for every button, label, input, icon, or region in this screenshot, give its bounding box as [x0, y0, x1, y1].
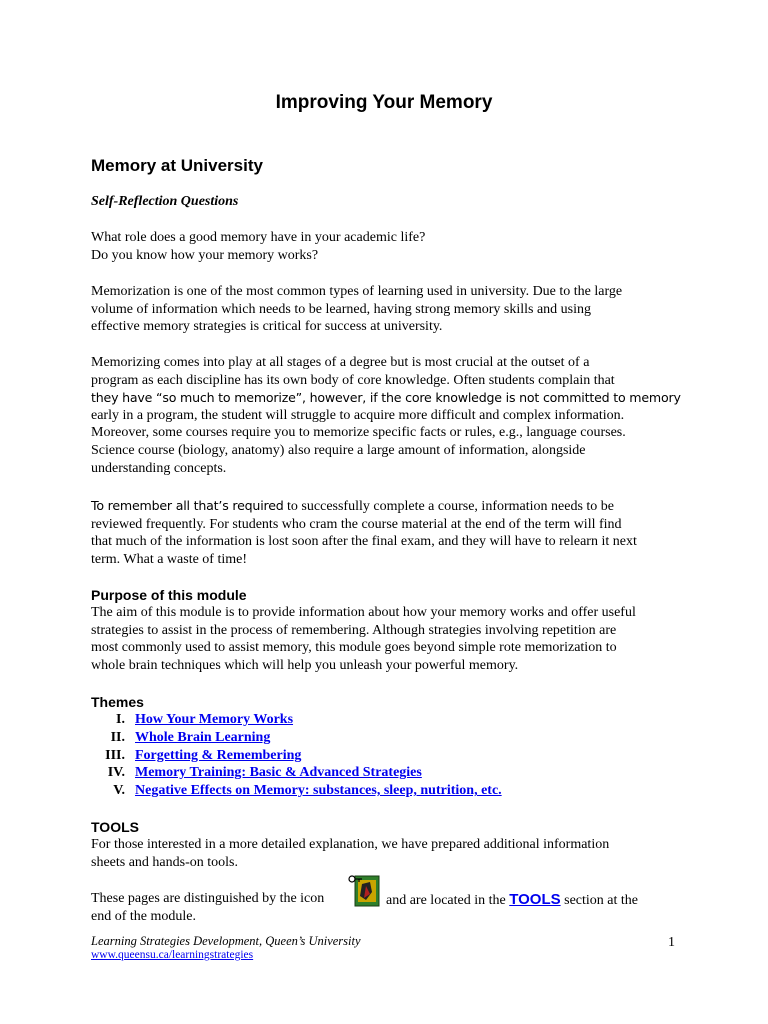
paragraph-line: term. What a waste of time!	[91, 551, 248, 567]
section-heading: Memory at University	[91, 156, 263, 175]
theme-item	[91, 765, 691, 783]
icon-description-line-end	[386, 891, 638, 909]
paragraph-line: Memorizing comes into play at all stages of a degree but is most crucial at the outset of a	[91, 355, 590, 370]
tools-icon	[346, 872, 382, 908]
paragraph-memorizing	[91, 354, 691, 477]
paragraph-line: volume of information which needs to be learned, having strong memory skills and using	[91, 301, 592, 317]
page-number: 1	[668, 935, 675, 950]
theme-item	[91, 783, 691, 801]
paragraph-line	[91, 497, 691, 516]
theme-item	[91, 730, 691, 748]
icon-description-line	[91, 891, 324, 907]
theme-item	[91, 712, 691, 730]
paragraph-line: program as each discipline has its own body of core knowledge. Often students complain that	[91, 372, 615, 388]
theme-number: V.	[113, 783, 125, 799]
theme-number: IV.	[107, 765, 125, 781]
tools-heading: TOOLS	[91, 819, 139, 835]
paragraph-line: The aim of this module is to provide information about how your memory works and offer useful	[91, 605, 636, 620]
paragraph-line: they have “so much to memorize”, however, if the core knowledge is not committed to memory	[91, 390, 681, 406]
paragraph-line: most commonly used to assist memory, this module goes beyond simple rote memorization to	[91, 640, 617, 656]
themes-list	[91, 712, 691, 801]
paragraph-line: For those interested in a more detailed explanation, we have prepared additional information	[91, 837, 610, 852]
paragraph-line: effective memory strategies is critical for success at university.	[91, 319, 443, 335]
paragraph-line: whole brain techniques which will help you unleash your powerful memory.	[91, 657, 519, 673]
paragraph-line: Moreover, some courses require you to memorize specific facts or rules, e.g., language courses.	[91, 425, 626, 441]
theme-link-whole-brain-learning[interactable]: Whole Brain Learning	[135, 729, 271, 745]
paragraph-line: early in a program, the student will struggle to acquire more difficult and complex information.	[91, 407, 625, 423]
theme-item	[91, 748, 691, 766]
subheading: Self-Reflection Questions	[91, 194, 239, 209]
paragraph-text: and are located in the	[386, 893, 506, 908]
tools-paragraph	[91, 836, 691, 871]
paragraph-line: understanding concepts.	[91, 460, 227, 476]
purpose-heading: Purpose of this module	[91, 587, 247, 603]
theme-link-negative-effects[interactable]: Negative Effects on Memory: substances, sleep, nutrition, etc.	[135, 783, 502, 799]
question-line: What role does a good memory have in your academic life?	[91, 230, 426, 245]
paragraph-memorization	[91, 283, 691, 336]
themes-heading: Themes	[91, 694, 144, 710]
paragraph-line: reviewed frequently. For students who cram the course material at the end of the term will find	[91, 516, 622, 532]
question-line: Do you know how your memory works?	[91, 247, 319, 263]
paragraph-text: section at the	[564, 893, 638, 908]
page-title: Improving Your Memory	[275, 92, 493, 113]
paragraph-line: Science course (biology, anatomy) also require a large amount of information, alongside	[91, 442, 586, 458]
theme-link-how-memory-works[interactable]: How Your Memory Works	[135, 712, 294, 727]
footer-organization: Learning Strategies Development, Queen’s University	[91, 934, 361, 948]
paragraph-line: that much of the information is lost soon after the final exam, and they will have to relearn it next	[91, 534, 637, 550]
paragraph-text: to successfully complete a course, information needs to be	[283, 499, 615, 514]
paragraph-line: strategies to assist in the process of remembering. Although strategies involving repetition are	[91, 622, 617, 638]
purpose-paragraph	[91, 604, 691, 674]
theme-link-memory-training[interactable]: Memory Training: Basic & Advanced Strategies	[135, 765, 422, 781]
paragraph-text: These pages are distinguished by the icon	[91, 891, 325, 906]
theme-number: I.	[116, 712, 125, 727]
theme-number: III.	[105, 747, 125, 763]
paragraph-remember	[91, 497, 691, 568]
paragraph-line: end of the module.	[91, 909, 196, 924]
tools-section-link[interactable]: TOOLS	[509, 891, 561, 908]
questions-block	[91, 229, 691, 264]
footer-url-link[interactable]: www.queensu.ca/learningstrategies	[91, 949, 254, 961]
paragraph-line: Memorization is one of the most common types of learning used in university. Due to the large	[91, 284, 623, 299]
paragraph-line: sheets and hands-on tools.	[91, 854, 238, 870]
theme-link-forgetting-remembering[interactable]: Forgetting & Remembering	[135, 747, 302, 763]
theme-number: II.	[110, 729, 125, 745]
informal-text: To remember all that’s required	[91, 498, 284, 513]
